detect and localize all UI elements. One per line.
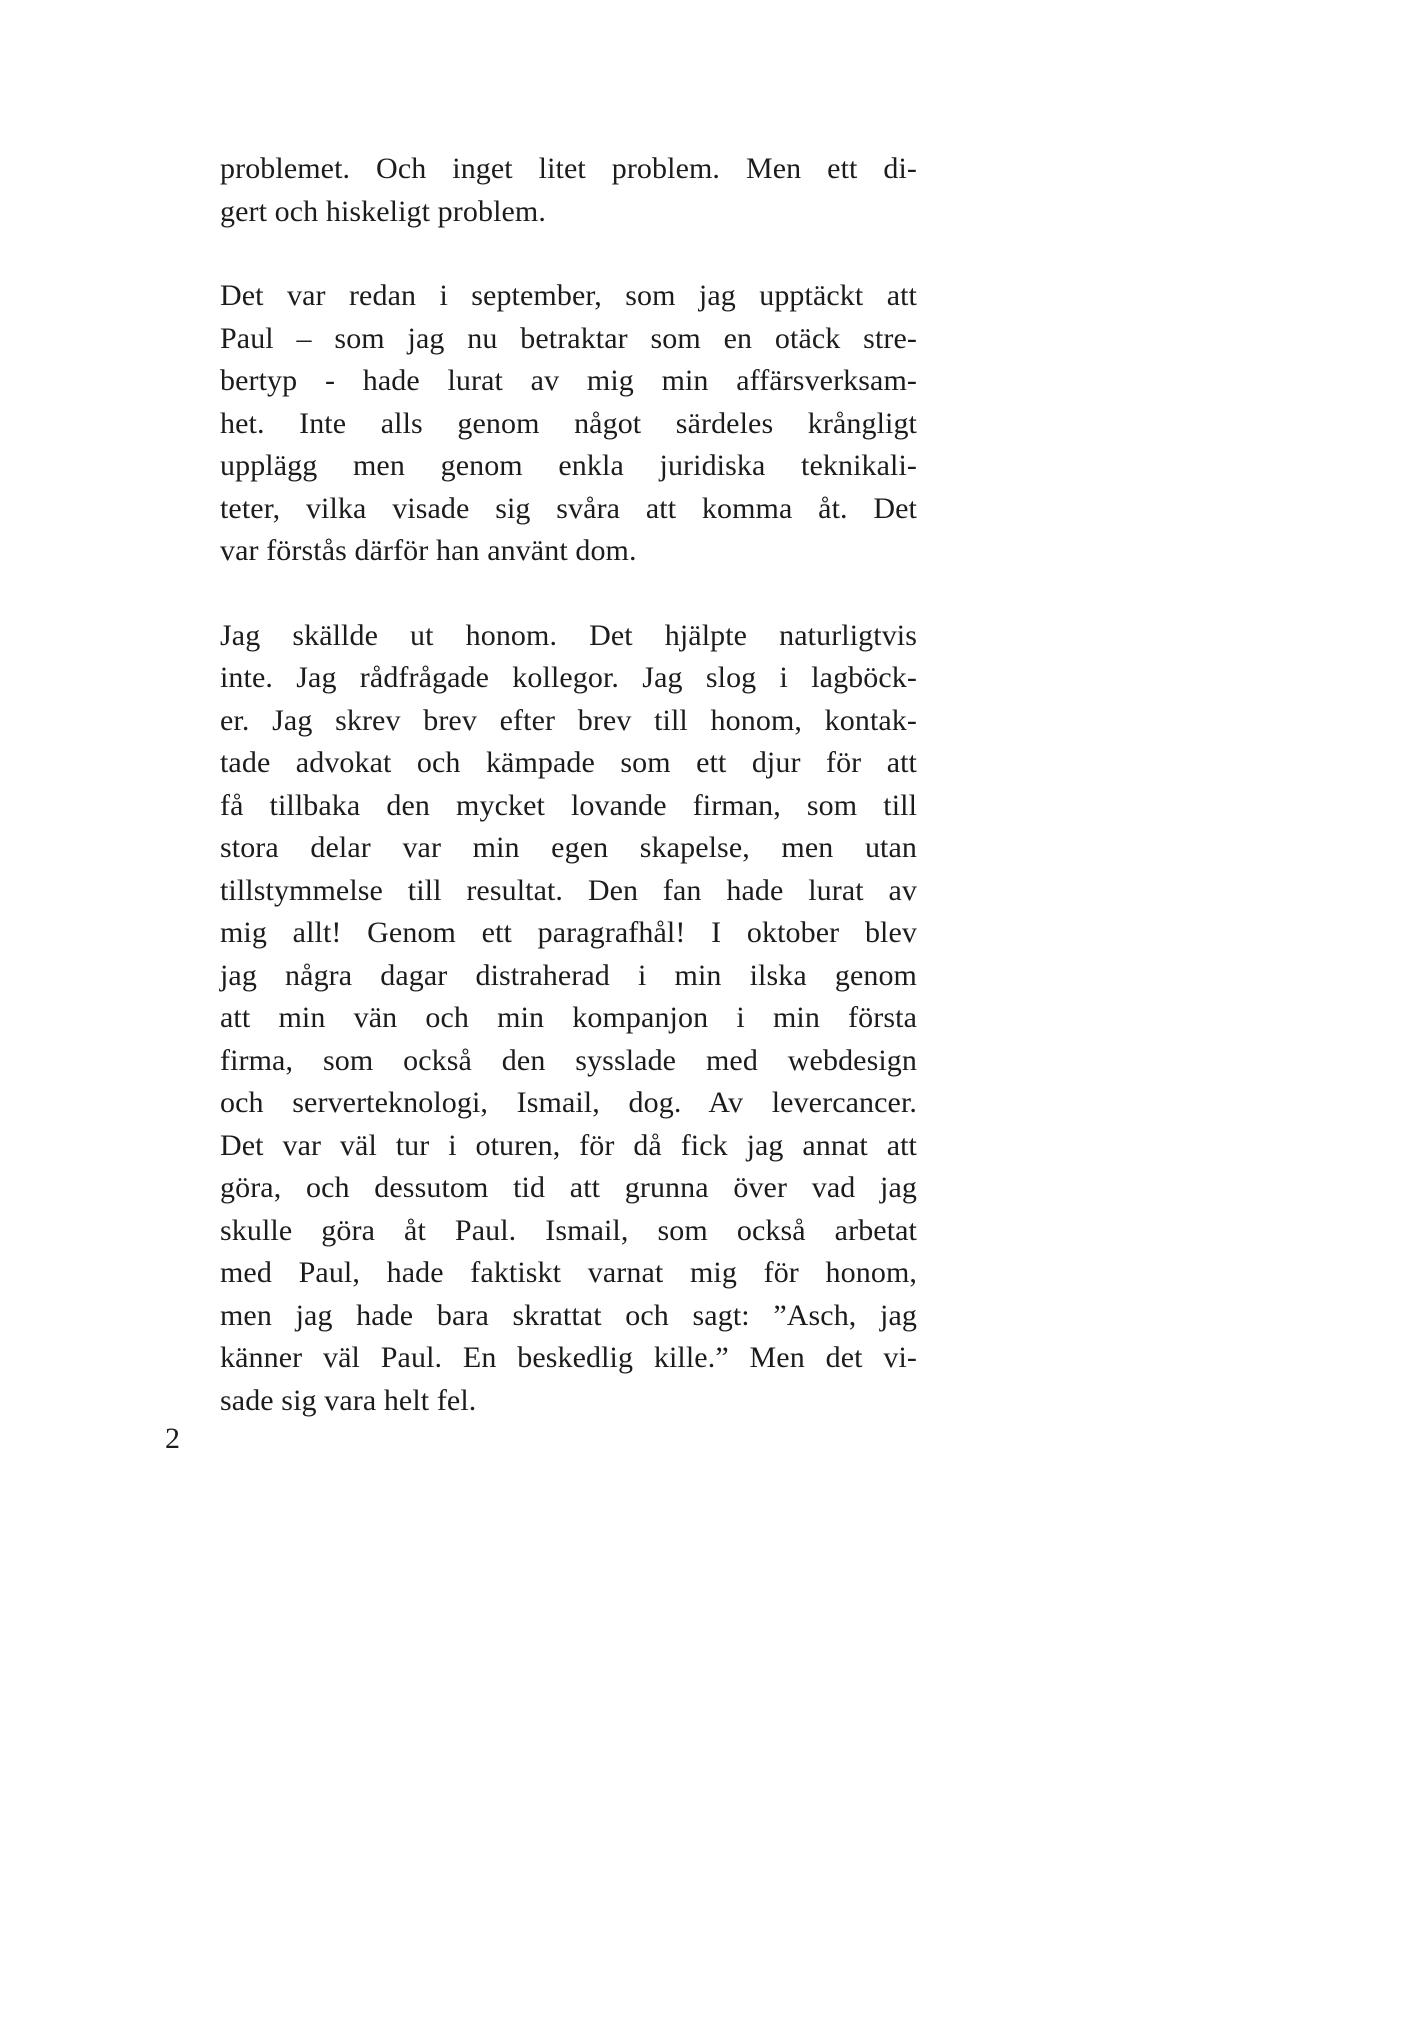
- text-line: att min vän och min kompanjon i min första: [220, 1001, 917, 1034]
- text-line: var förstås därför han använt dom.: [220, 534, 637, 567]
- text-block: [220, 148, 917, 1422]
- text-line: få tillbaka den mycket lovande firman, som till: [220, 788, 917, 822]
- text-line: problemet. Och inget litet problem. Men ett di-: [220, 152, 917, 185]
- text-line: och serverteknologi, Ismail, dog. Av levercancer.: [220, 1086, 917, 1119]
- paragraph: [220, 275, 917, 573]
- text-line: gert och hiskeligt problem.: [220, 194, 546, 228]
- text-line: tade advokat och kämpade som ett djur för att: [220, 746, 917, 779]
- text-line: sade sig vara helt fel.: [220, 1383, 477, 1417]
- text-line: skulle göra åt Paul. Ismail, som också arbetat: [220, 1213, 917, 1247]
- text-line: känner väl Paul. En beskedlig kille.” Men det vi-: [220, 1341, 917, 1374]
- text-line: stora delar var min egen skapelse, men utan: [220, 831, 917, 864]
- text-line: mig allt! Genom ett paragrafhål! I oktober blev: [220, 916, 917, 949]
- text-line: upplägg men genom enkla juridiska teknikali-: [220, 449, 917, 482]
- text-line: bertyp - hade lurat av mig min affärsverksam-: [220, 364, 917, 397]
- text-line: er. Jag skrev brev efter brev till honom, kontak-: [220, 703, 917, 737]
- page-number: 2: [165, 1422, 180, 1455]
- text-line: göra, och dessutom tid att grunna över vad jag: [220, 1171, 917, 1204]
- text-line: tillstymmelse till resultat. Den fan hade lurat av: [220, 873, 917, 907]
- text-line: men jag hade bara skrattat och sagt: ”Asch, jag: [220, 1298, 917, 1332]
- text-line: Det var väl tur i oturen, för då fick jag annat att: [220, 1128, 917, 1162]
- text-line: inte. Jag rådfrågade kollegor. Jag slog i lagböck-: [220, 661, 917, 694]
- paragraph: [220, 148, 917, 233]
- text-line: teter, vilka visade sig svåra att komma åt. Det: [220, 491, 917, 525]
- text-line: Jag skällde ut honom. Det hjälpte naturligtvis: [220, 618, 917, 652]
- text-line: het. Inte alls genom något särdeles krångligt: [220, 406, 917, 440]
- text-line: Paul – som jag nu betraktar som en otäck stre-: [220, 321, 917, 355]
- text-line: Det var redan i september, som jag upptäckt att: [220, 279, 917, 312]
- text-line: jag några dagar distraherad i min ilska genom: [220, 958, 917, 992]
- text-line: firma, som också den sysslade med webdesign: [220, 1043, 917, 1077]
- text-line: med Paul, hade faktiskt varnat mig för honom,: [220, 1256, 917, 1289]
- paragraph: [220, 615, 917, 1423]
